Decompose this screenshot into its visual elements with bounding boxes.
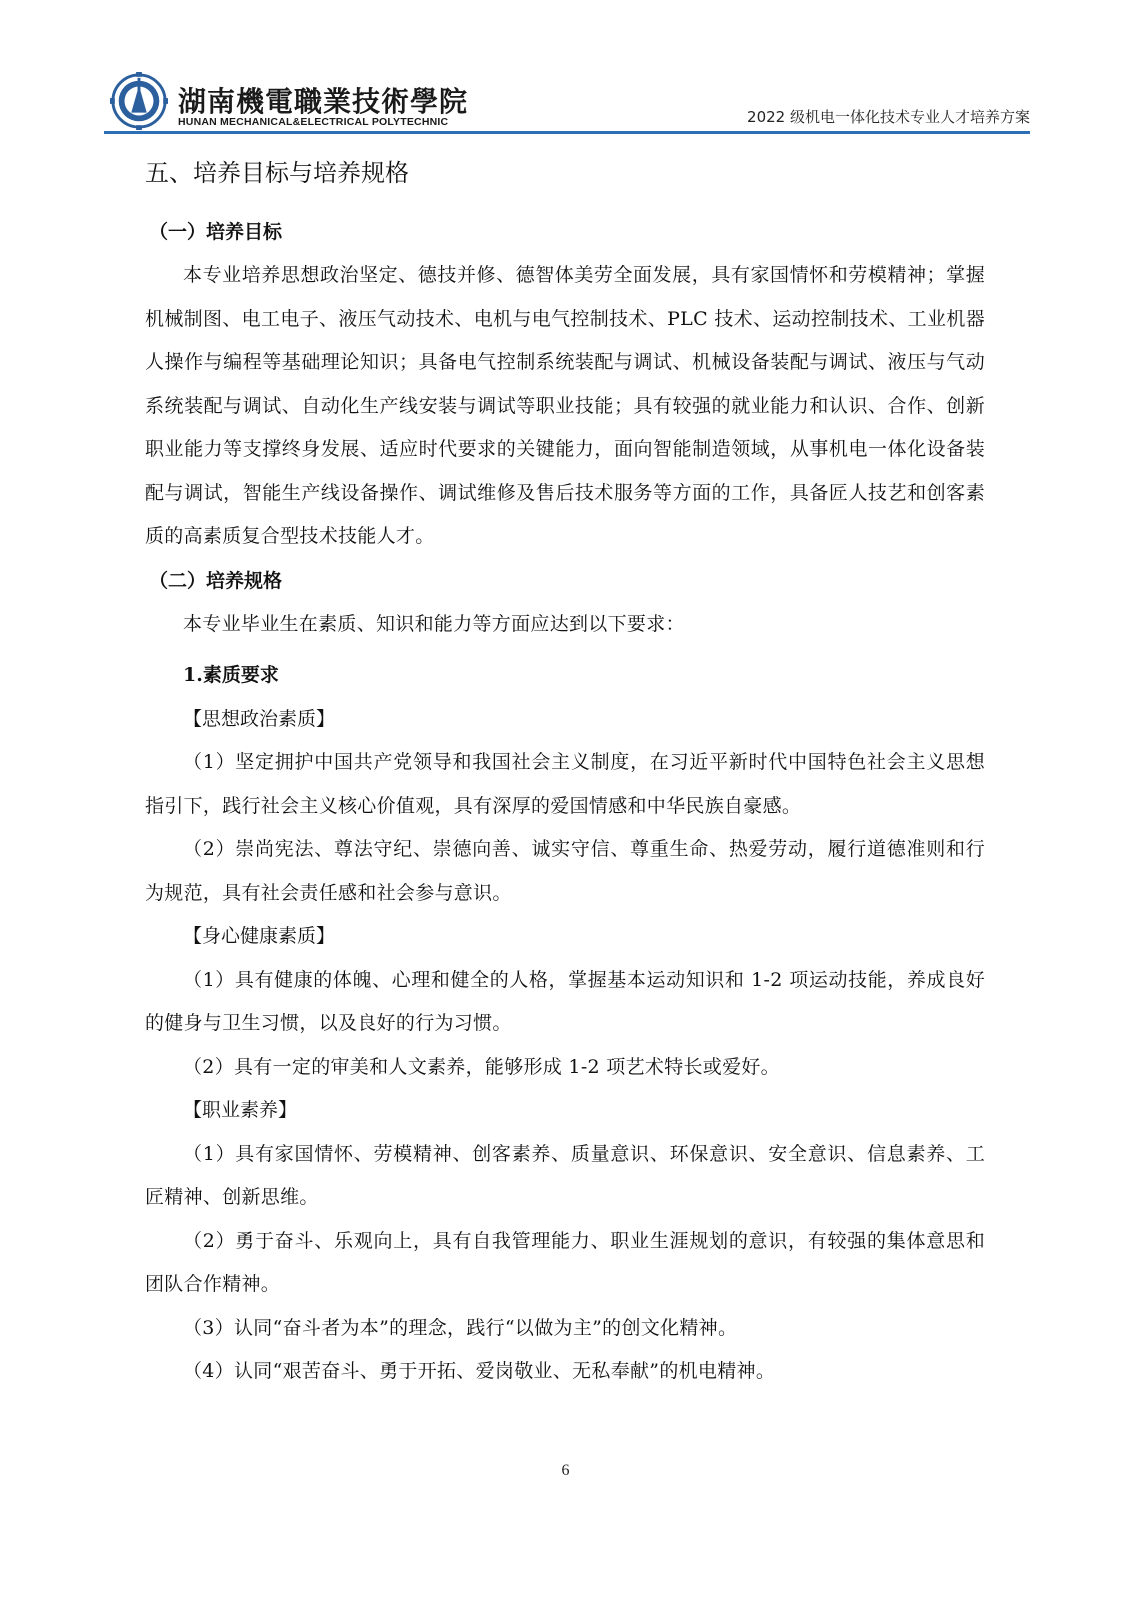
spec-heading: （二）培养规格 [149, 569, 283, 592]
group-label-political: 【思想政治素质】 [183, 707, 336, 730]
goal-paragraph: 本专业培养思想政治坚定、德技并修、德智体美劳全面发展，具有家国情怀和劳模精神；掌握机械制图、电工电子、液压气动技术、电机与电气控制技术、PLC 技术、运动控制技术、工业机器人操作与编程等基础理论知识；具备电气控制系统装配与调试、机械设备装配与调试、液压与气动系统装配与调试、自动化生产线安装与调试等职业技能；具有较强的就业能力和认识、合作、创新职业能力等支撑终身发展、适应时代要求的关键能力，面向智能制造领域，从事机电一体化设备装配与调试，智能生产线设备操作、调试维修及售后技术服务等方面的工作，具备匠人技艺和创客素质的高素质复合型技术技能人才。 [145, 264, 985, 547]
school-name-en: HUNAN MECHANICAL&ELECTRICAL POLYTECHNIC [178, 116, 449, 128]
list-item: （1）坚定拥护中国共产党领导和我国社会主义制度，在习近平新时代中国特色社会主义思想指引下，践行社会主义核心价值观，具有深厚的爱国情感和中华民族自豪感。 [145, 751, 985, 817]
goal-heading: （一）培养目标 [149, 221, 283, 243]
list-item: （1）具有家国情怀、劳模精神、创客素养、质量意识、环保意识、安全意识、信息素养、工匠精神、创新思维。 [145, 1142, 985, 1208]
page-body [145, 150, 985, 1394]
list-item: （1）具有健康的体魄、心理和健全的人格，掌握基本运动知识和 1-2 项运动技能，养成良好的健身与卫生习惯，以及良好的行为习惯。 [145, 968, 985, 1034]
school-name-cn: 湖南機電職業技術學院 [178, 85, 469, 118]
page-number: 6 [561, 1462, 570, 1479]
list-item: （3）认同“奋斗者为本”的理念，践行“以做为主”的创文化精神。 [183, 1316, 738, 1339]
spec-intro: 本专业毕业生在素质、知识和能力等方面应达到以下要求： [183, 612, 685, 635]
document-title: 2022 级机电一体化技术专业人才培养方案 [747, 108, 1030, 126]
list-item: （2）崇尚宪法、尊法守纪、崇德向善、诚实守信、尊重生命、热爱劳动，履行道德准则和行为规范，具有社会责任感和社会参与意识。 [145, 838, 985, 904]
list-item: （4）认同“艰苦奋斗、勇于开拓、爱岗敬业、无私奉献”的机电精神。 [183, 1360, 776, 1382]
quality-heading: 1.素质要求 [183, 664, 279, 686]
group-label-health: 【身心健康素质】 [183, 925, 336, 947]
section-title: 五、培养目标与培养规格 [145, 159, 409, 187]
header-rule [104, 131, 1030, 134]
list-item: （2）勇于奋斗、乐观向上，具有自我管理能力、职业生涯规划的意识，有较强的集体意思和团队合作精神。 [145, 1229, 985, 1295]
school-logo-icon [110, 72, 168, 130]
page-header [100, 62, 1030, 142]
group-label-professional: 【职业素养】 [183, 1099, 298, 1121]
list-item: （2）具有一定的审美和人文素养，能够形成 1-2 项艺术特长或爱好。 [183, 1055, 780, 1078]
